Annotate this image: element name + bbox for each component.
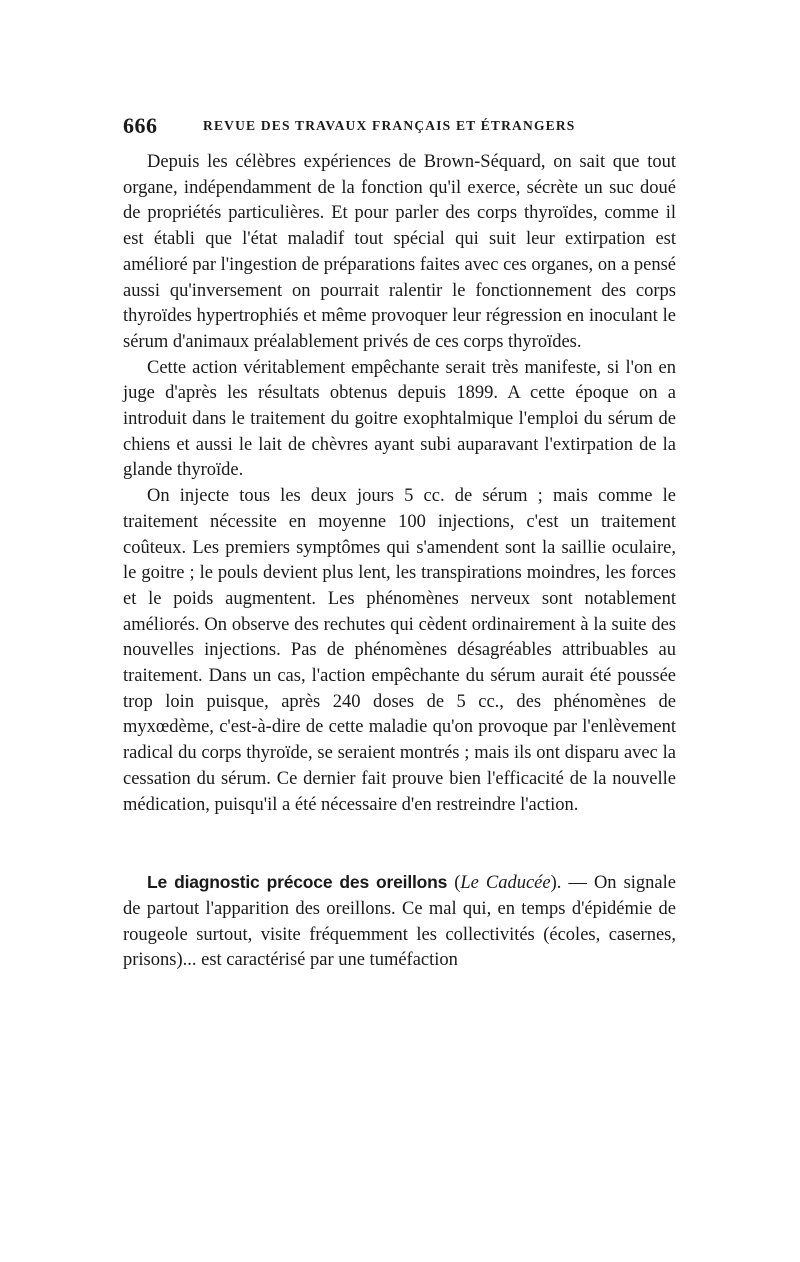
section-oreillons <box>123 870 676 974</box>
source-open: ( <box>447 873 461 894</box>
running-title: REVUE DES TRAVAUX FRANÇAIS ET ÉTRANGERS <box>203 118 576 133</box>
section-text: — On signale de partout l'apparition des oreillons. Ce mal qui, en temps d'épidémie de rougeole surtout, visite fréquemment les collectivités (écoles, casernes, prisons)... est caractérisé par une tuméfaction <box>123 873 676 971</box>
body-text <box>123 150 676 974</box>
section-gap <box>123 818 676 870</box>
section-title: Le diagnostic précoce des oreillons <box>147 872 448 893</box>
paragraph-brown-sequard: Depuis les célèbres expériences de Brown-Séquard, on sait que tout organe, indépendamment de la fonction qu'il exerce, sécrète un suc doué de propriétés particulières. Et pour parler des corps thyroïdes, comme il est établi que l'état maladif tout spécial qui suit leur extirpation est amélioré par l'ingestion de préparations faites avec ces organes, on a pensé aussi qu'inversement on pourrait ralentir le fonctionnement des corps thyroïdes hypertrophiés et même provoquer leur régression en inoculant le sérum d'animaux préalablement privés de ces corps thyroïdes. <box>123 152 676 352</box>
section-source: Le Caducée <box>460 873 551 894</box>
source-close: ). <box>550 873 562 894</box>
paragraph-injections: On injecte tous les deux jours 5 cc. de sérum ; mais comme le traitement nécessite en moyenne 100 injections, c'est un traitement coûteux. Les premiers symptômes qui s'amendent sont la saillie oculaire, le goitre ; le pouls devient plus lent, les transpirations moindres, les forces et le poids augmentent. Les phénomènes nerveux sont notablement améliorés. On observe des rechutes qui cèdent ordinairement à la suite des nouvelles injections. Pas de phénomènes désagréables attribuables au traitement. Dans un cas, l'action empêchante du sérum aurait été poussée trop loin puisque, après 240 doses de 5 cc., des phénomènes de myxœdème, c'est-à-dire de cette maladie qu'on provoque par l'enlèvement radical du corps thyroïde, se seraient montrés ; mais ils ont disparu avec la cessation du sérum. Ce dernier fait prouve bien l'efficacité de la nouvelle médication, puisqu'il a été nécessaire d'en restreindre l'action. <box>123 486 676 815</box>
paragraph-action-empechante: Cette action véritablement empêchante serait très manifeste, si l'on en juge d'après les résultats obtenus depuis 1899. A cette époque on a introduit dans le traitement du goitre exophtalmique l'emploi du sérum de chiens et aussi le lait de chèvres ayant subi auparavant l'extirpation de la glande thyroïde. <box>123 357 676 481</box>
page-header <box>123 113 676 143</box>
page-number: 666 <box>123 113 158 138</box>
